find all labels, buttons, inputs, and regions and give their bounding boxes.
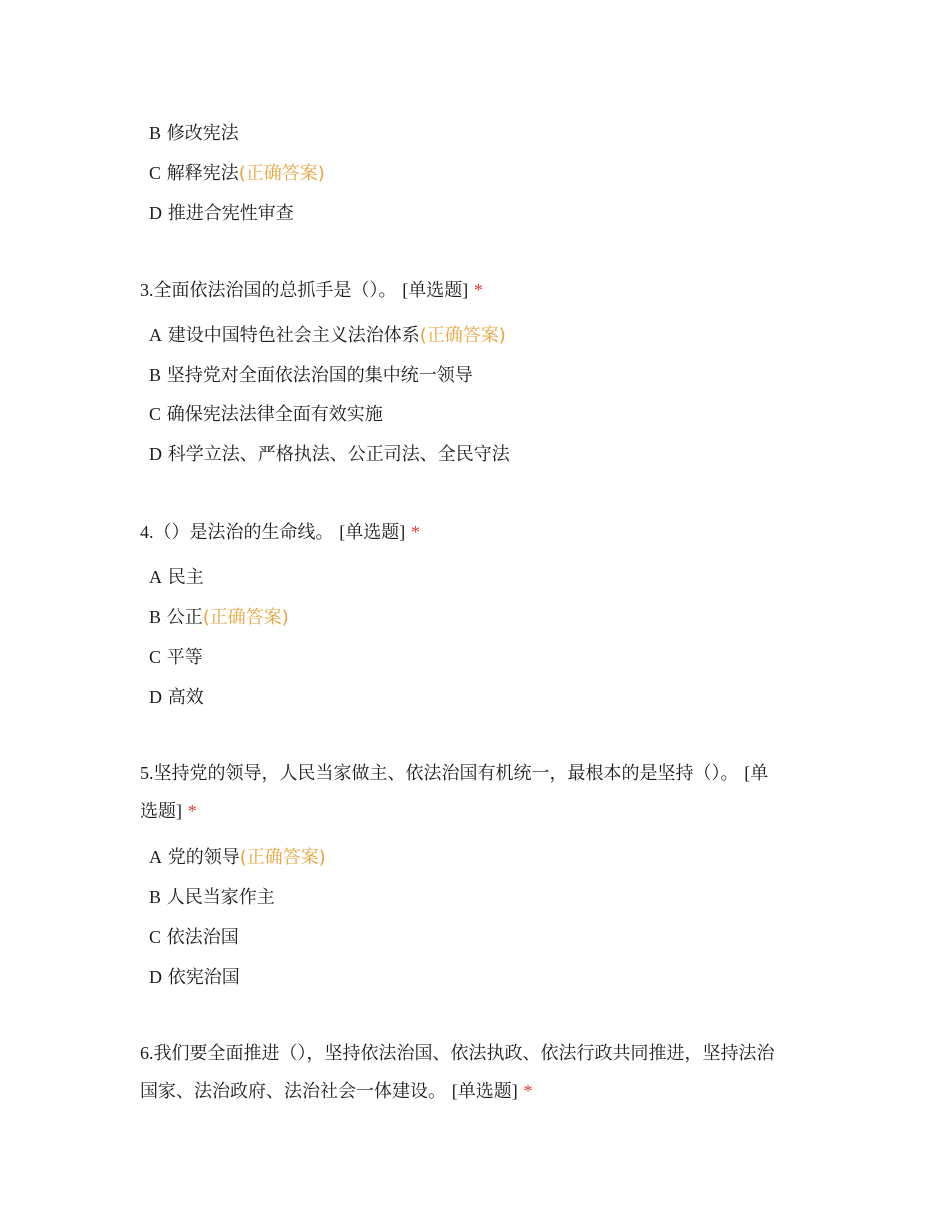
option-text: 建设中国特色社会主义法治体系	[167, 325, 420, 346]
required-marker: *	[187, 801, 197, 821]
option-text: 高效	[167, 687, 204, 708]
option-letter: B	[149, 887, 162, 907]
q3-option-d	[149, 442, 510, 467]
option-text: 修改宪法	[166, 123, 239, 144]
option-text: 平等	[166, 647, 203, 668]
q5-option-b	[149, 885, 275, 910]
q3-option-b	[149, 363, 473, 388]
q3-title	[140, 278, 483, 303]
option-letter: D	[149, 967, 162, 987]
correct-answer-marker: (正确答案)	[419, 325, 506, 346]
q4-option-b	[149, 605, 289, 630]
question-type-part1: [单	[744, 763, 769, 783]
question-number: 4.	[140, 522, 154, 542]
q5-option-c	[149, 925, 239, 950]
question-type-part2: 选题]	[140, 801, 182, 821]
question-text: 全面依法治国的总抓手是（）。	[153, 280, 397, 301]
option-letter: A	[149, 325, 162, 345]
question-text: （）是法治的生命线。	[153, 522, 334, 543]
q2-option-c	[149, 161, 325, 186]
option-letter: A	[149, 847, 162, 867]
option-text: 依法治国	[166, 927, 239, 948]
option-letter: B	[149, 123, 162, 143]
q6-title-line1	[140, 1041, 775, 1066]
option-text: 推进合宪性审查	[167, 203, 294, 224]
question-number: 3.	[140, 280, 154, 300]
option-text: 坚持党对全面依法治国的集中统一领导	[166, 365, 473, 386]
correct-answer-marker: (正确答案)	[238, 163, 325, 184]
required-marker: *	[523, 1081, 533, 1101]
q5-title-line2	[140, 799, 197, 824]
option-letter: D	[149, 444, 162, 464]
q4-option-a	[149, 565, 204, 590]
option-text: 公正	[166, 607, 203, 628]
question-text: 坚持党的领导，人民当家做主、依法治国有机统一，最根本的是坚持（）。	[153, 763, 739, 784]
q2-option-d	[149, 201, 294, 226]
option-letter: C	[149, 927, 162, 947]
option-letter: B	[149, 365, 162, 385]
question-text: 我们要全面推进（），坚持依法治国、依法执政、依法行政共同推进，坚持法治	[153, 1043, 775, 1064]
question-type: [单选题]	[402, 280, 469, 300]
question-type: [单选题]	[339, 522, 406, 542]
q4-option-c	[149, 645, 203, 670]
option-text: 党的领导	[167, 847, 240, 868]
option-text: 确保宪法法律全面有效实施	[166, 404, 383, 425]
option-text: 民主	[167, 567, 204, 588]
q2-option-b	[149, 121, 239, 146]
question-type: [单选题]	[451, 1081, 518, 1101]
q5-option-a	[149, 845, 326, 870]
option-letter: D	[149, 687, 162, 707]
q3-option-c	[149, 402, 383, 427]
correct-answer-marker: (正确答案)	[202, 607, 289, 628]
option-text: 解释宪法	[166, 163, 239, 184]
option-letter: C	[149, 404, 162, 424]
option-text: 依宪治国	[167, 967, 240, 988]
option-letter: C	[149, 163, 162, 183]
option-text: 人民当家作主	[166, 887, 275, 908]
option-letter: A	[149, 567, 162, 587]
question-number: 5.	[140, 763, 154, 783]
question-number: 6.	[140, 1043, 154, 1063]
option-text: 科学立法、严格执法、公正司法、全民守法	[167, 444, 510, 465]
q4-title	[140, 520, 420, 545]
required-marker: *	[473, 280, 483, 300]
option-letter: D	[149, 203, 162, 223]
correct-answer-marker: (正确答案)	[239, 847, 326, 868]
q3-option-a	[149, 323, 506, 348]
q5-title-line1	[140, 761, 768, 786]
q5-option-d	[149, 965, 240, 990]
question-text-cont: 国家、法治政府、法治社会一体建设。	[140, 1081, 446, 1102]
q6-title-line2	[140, 1079, 532, 1104]
option-letter: B	[149, 607, 162, 627]
q4-option-d	[149, 685, 204, 710]
required-marker: *	[410, 522, 420, 542]
option-letter: C	[149, 647, 162, 667]
